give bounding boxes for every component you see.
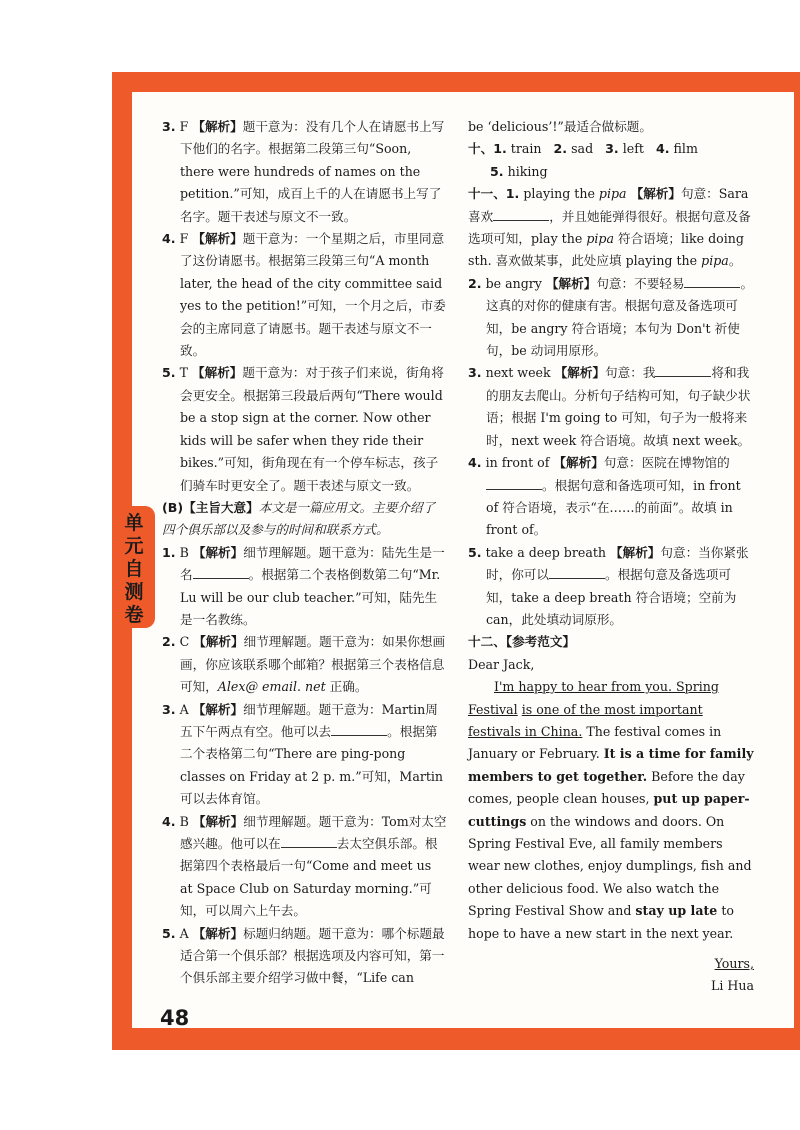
summary-text: 本文是一篇应用文。主要介绍了四个俱乐部以及参与的时间和联系方式。 <box>162 499 435 538</box>
bold-phrase: stay up late <box>635 903 718 919</box>
fill-blank <box>493 208 549 221</box>
left-column <box>162 116 447 990</box>
item-number: 3. <box>605 141 619 157</box>
item-number: 4. <box>655 141 670 157</box>
item-number: 4. <box>468 455 482 471</box>
analysis-text: 去太空俱乐部。根据第四个表格最后一句“Come and meet us at Space Club on Saturday morning.”可知，可以周六上午去。 <box>180 836 438 919</box>
answer-item-3 <box>162 116 447 228</box>
analysis-tag: 【解析】 <box>554 365 606 381</box>
analysis-text: ，并且她能弹得很好。根据句意及备选项可知，play the <box>468 208 751 247</box>
answer-phrase: take a deep breath <box>485 544 606 560</box>
letter-text: The festival comes in January or February. <box>468 723 722 762</box>
item-number: 2. <box>553 141 568 157</box>
analysis-tag: 【解析】 <box>630 186 681 202</box>
item-number: 5. <box>490 163 504 179</box>
answer-item-r1 <box>468 183 754 273</box>
analysis-italic: pipa <box>586 231 614 247</box>
item-number: 3. <box>162 701 176 717</box>
answer-item-4 <box>162 228 447 362</box>
answer-item-r3 <box>468 362 754 452</box>
fill-blank <box>655 364 711 377</box>
side-tab-char: 卷 <box>124 604 144 626</box>
answer-item-b3 <box>162 699 447 811</box>
section-label: 十二、【参考范文】 <box>468 634 576 650</box>
answer-item-r4 <box>468 452 754 542</box>
analysis-text: 句意：医院在博物馆的 <box>603 455 730 471</box>
answer-letter: T <box>179 365 188 381</box>
analysis-tag: 【解析】 <box>192 701 244 717</box>
letter-salutation: Dear Jack, <box>468 656 535 672</box>
answer-word: hiking <box>507 163 548 179</box>
analysis-text: 。根据第二个表格倒数第二句“Mr. Lu will be our club teacher.”可知，陆先生是一名教练。 <box>180 567 441 627</box>
section-10-answer-5 <box>468 161 754 183</box>
answer-item-b1 <box>162 542 447 632</box>
item-number: 3. <box>162 119 176 134</box>
analysis-text: 句意：我 <box>605 365 656 381</box>
email-text: Alex@ email. net <box>217 679 326 695</box>
answer-phrase-italic: pipa <box>598 186 627 202</box>
analysis-text: 句意：Sara 喜欢 <box>468 186 749 224</box>
item-number: 3. <box>468 365 482 381</box>
letter-text: to hope to have a new start in the next year. <box>468 903 734 941</box>
right-column <box>468 116 754 998</box>
answer-letter: C <box>179 634 190 650</box>
letter-closing <box>468 953 754 975</box>
item-number: 2. <box>162 634 176 650</box>
letter-signature: Li Hua <box>711 978 754 994</box>
section-label: 十一、 <box>468 186 506 202</box>
analysis-tag: 【解析】 <box>545 275 597 291</box>
analysis-text: 题干意为：对于孩子们来说，街角将会更安全。根据第三段最后两句“There would be a stop sign at the corner. Now other kids will be safer when they ride their bikes.”可知，街角现在有一个停车标志，孩子们骑车时更安全了。题干表述与原文一致。 <box>180 365 444 493</box>
section-b-summary <box>162 497 447 542</box>
letter-text: Before the day comes, people clean houses, <box>468 768 745 807</box>
answer-word: film <box>673 141 698 157</box>
answer-word: train <box>510 141 542 157</box>
unit-test-side-tab <box>113 506 155 628</box>
fill-blank <box>486 477 542 490</box>
analysis-text: 细节理解题。题干意为：如果你想画画，你应该联系哪个邮箱？根据第三个表格信息可知， <box>180 634 446 695</box>
analysis-tag: 【解析】 <box>192 231 243 247</box>
section-10-answers <box>468 138 754 160</box>
continued-text: be ‘delicious’!”最适合做标题。 <box>468 119 652 134</box>
analysis-tag: 【解析】 <box>193 634 244 650</box>
answer-letter: F <box>179 231 189 247</box>
fill-blank <box>281 835 337 848</box>
answer-item-b4 <box>162 811 447 923</box>
analysis-text: 细节理解题。题干意为：Martin周五下午两点有空。他可以去 <box>180 701 438 739</box>
item-number: 1. <box>505 186 520 202</box>
answer-phrase: next week <box>485 365 551 381</box>
analysis-text: 。根据第二个表格第二句“There are ping-pong classes on Friday at 2 p. m.”可知，Martin可以去体育馆。 <box>180 723 444 807</box>
analysis-text: 句意：当你紧张时，你可以 <box>486 544 749 583</box>
analysis-text: 正确。 <box>329 679 368 695</box>
sample-letter <box>468 654 754 998</box>
analysis-text: 题干意为：没有几个人在请愿书上写下他们的名字。根据第二段第三句“Soon, there were hundreds of names on the petition.”可知，成百上千的人在请愿书上写了名字。题干表述与原文不一致。 <box>180 119 445 224</box>
analysis-text: 。 <box>728 253 742 269</box>
item-number: 4. <box>162 813 176 829</box>
side-tab-char: 单 <box>124 512 144 534</box>
answer-item-5 <box>162 362 447 496</box>
answer-letter: A <box>179 925 189 941</box>
analysis-tag: 【解析】 <box>192 365 243 381</box>
side-tab-char: 元 <box>124 535 144 557</box>
answer-item-b5 <box>162 923 447 990</box>
answer-letter: F <box>179 119 189 134</box>
section-12-heading <box>468 631 754 653</box>
analysis-tag: 【解析】 <box>192 925 244 941</box>
bold-phrase: put up paper-cuttings <box>468 791 750 829</box>
analysis-text: 标题归纳题。题干意为：哪个标题最适合第一个俱乐部？根据选项及内容可知，第一个俱乐部主要介绍学习做中餐，“Life can <box>180 925 445 986</box>
analysis-text: 。这真的对你的健康有害。根据句意及备选项可知，be angry 符合语境；本句为 Don't 祈使句，be 动词用原形。 <box>486 275 754 359</box>
fill-blank <box>684 275 740 288</box>
closing-text: Yours, <box>714 956 754 972</box>
fill-blank <box>193 566 249 579</box>
letter-text: on the windows and doors. On Spring Festival Eve, all family members wear new clothes, enjoy dumplings, fish and other delicious food. We also watch the Spring Festival Show and <box>468 813 752 919</box>
section-label: 十、 <box>468 141 494 157</box>
analysis-tag: 【解析】 <box>192 119 243 134</box>
page-number: 48 <box>160 1006 190 1030</box>
analysis-text: 题干意为：一个星期之后，市里同意了这份请愿书。根据第三段第三句“A month later, the head of the city committee said yes to the petition!”可知，一个月之后，市委会的主席同意了请愿书。题干表述与原文不一致。 <box>180 231 446 359</box>
analysis-text: 符合语境；like doing sth. 喜欢做某事，此处应填 playing the <box>468 231 744 269</box>
analysis-tag: 【解析】 <box>553 455 604 471</box>
answer-word: left <box>622 141 644 157</box>
answer-word: sad <box>571 141 594 157</box>
analysis-tag: 【解析】 <box>192 813 244 829</box>
analysis-text: 细节理解题。题干意为：陆先生是一名 <box>180 544 445 583</box>
item-number: 5. <box>162 925 176 941</box>
answer-letter: B <box>179 813 189 829</box>
side-tab-char: 测 <box>124 581 144 603</box>
analysis-text: 。根据句意和备选项可知，in front of 符合语境，表示“在……的前面”。故填 in front of。 <box>486 477 741 538</box>
analysis-italic: pipa <box>701 253 729 269</box>
analysis-text: 句意：不要轻易 <box>596 275 685 291</box>
analysis-text: 将和我的朋友去爬山。分析句子结构可知，句子缺少状语；根据 I'm going to 可知，句子为一般将来时，next week 符合语境。故填 next week。 <box>486 365 751 448</box>
answer-item-b2 <box>162 631 447 698</box>
analysis-text: 细节理解题。题干意为：Tom对太空感兴趣。他可以在 <box>180 813 447 851</box>
answer-phrase: be angry <box>485 275 542 291</box>
analysis-tag: 【解析】 <box>192 544 244 560</box>
answer-phrase: in front of <box>485 455 550 471</box>
letter-body <box>468 676 754 945</box>
item-number: 2. <box>468 275 482 291</box>
item-number: 1. <box>162 544 176 560</box>
item-number: 5. <box>162 365 176 381</box>
answer-phrase: playing the <box>523 186 599 202</box>
side-tab-char: 自 <box>124 558 144 580</box>
bold-phrase: It is a time for family members to get together. <box>468 746 754 784</box>
section-label: (B)【主旨大意】 <box>162 499 259 515</box>
fill-blank <box>331 723 387 736</box>
underlined-sentence: I'm happy to hear from you. Spring Festival <box>468 679 719 717</box>
answer-letter: B <box>179 544 189 560</box>
item-number: 1. <box>493 141 507 157</box>
item-number: 4. <box>162 231 176 247</box>
answer-item-r5 <box>468 542 754 632</box>
fill-blank <box>549 566 605 579</box>
analysis-text: 。根据句意及备选项可知，take a deep breath 符合语境；空前为 can，此处填动词原形。 <box>486 567 737 627</box>
answer-item-r2 <box>468 273 754 363</box>
answer-letter: A <box>179 701 189 717</box>
item-number: 5. <box>468 544 482 560</box>
underlined-sentence: is one of the most important festivals in China. <box>468 701 703 739</box>
analysis-tag: 【解析】 <box>610 544 661 560</box>
